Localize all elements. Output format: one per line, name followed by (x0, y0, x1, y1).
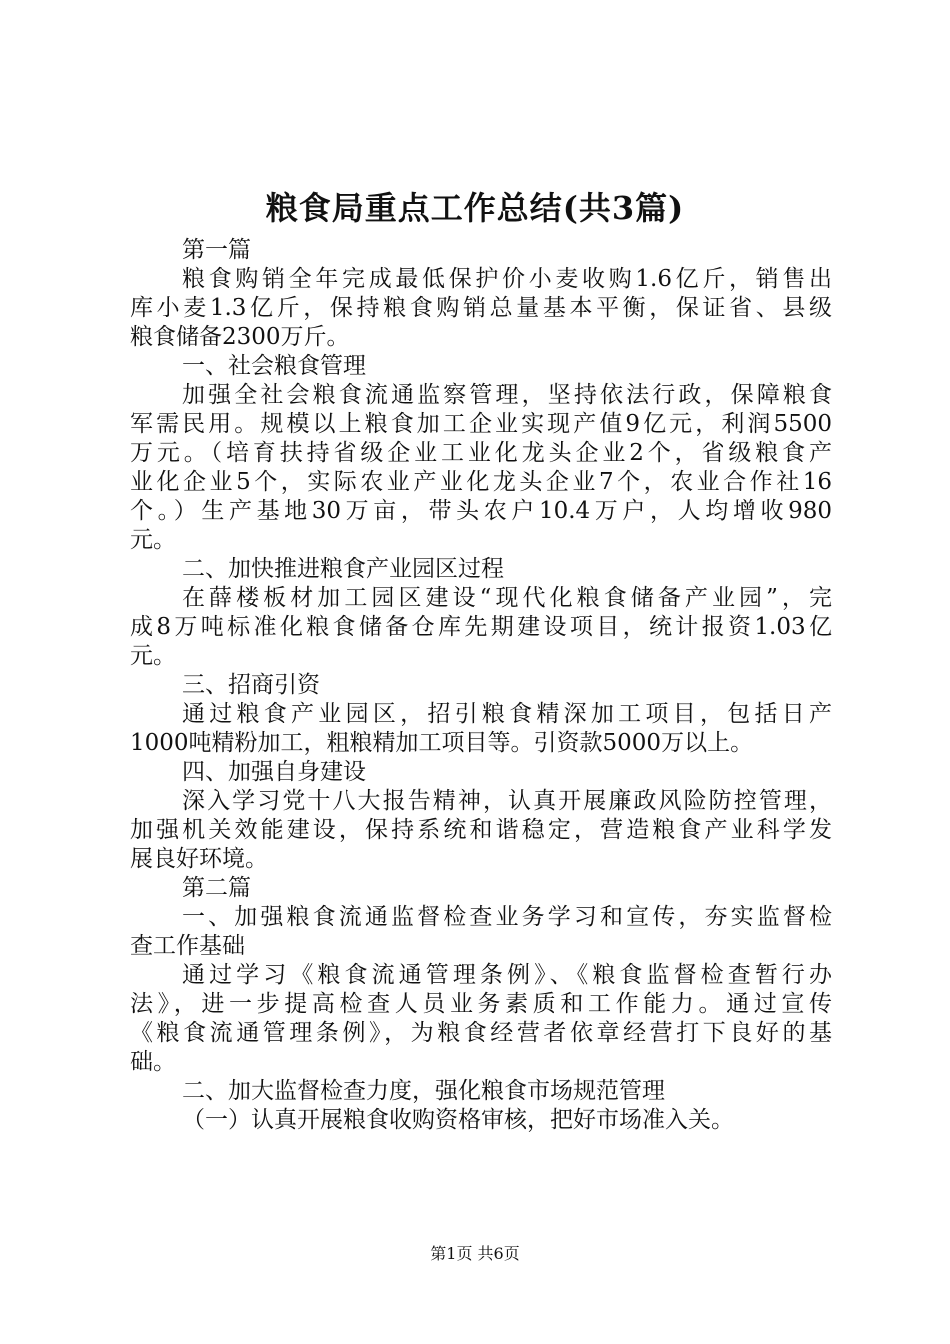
text-line: 三、招商引资 (182, 672, 320, 698)
text-line: 万元。（培育扶持省级企业工业化龙头企业2个，省级粮食产 (130, 440, 832, 466)
text-line: 加强全社会粮食流通监察管理，坚持依法行政，保障粮食 (182, 382, 832, 408)
text-line: 元。 (130, 527, 176, 553)
text-line: 粮食购销全年完成最低保护价小麦收购1.6亿斤，销售出 (182, 266, 832, 292)
text-line: 成8万吨标准化粮食储备仓库先期建设项目，统计报资1.03亿 (130, 614, 832, 640)
document-body (130, 236, 832, 1135)
text-line: 第二篇 (182, 875, 251, 901)
text-line: 加强机关效能建设，保持系统和谐稳定，营造粮食产业科学发 (130, 817, 832, 843)
text-line: 在薛楼板材加工园区建设“现代化粮食储备产业园”，完 (182, 585, 832, 611)
page-footer: 第1页 共6页 (430, 1244, 520, 1263)
text-line: 业化企业5个，实际农业产业化龙头企业7个，农业合作社16 (130, 469, 832, 495)
document-title: 粮食局重点工作总结(共3篇) (265, 189, 685, 227)
text-line: 第一篇 (182, 237, 251, 263)
text-line: 法》，进一步提高检查人员业务素质和工作能力。通过宣传 (130, 991, 832, 1017)
text-line: 查工作基础 (130, 933, 245, 959)
text-line: 一、社会粮食管理 (182, 353, 366, 379)
text-line: 1000吨精粉加工，粗粮精加工项目等。引资款5000万以上。 (130, 730, 754, 756)
text-line: 《粮食流通管理条例》，为粮食经营者依章经营打下良好的基 (130, 1020, 832, 1046)
text-line: 一、加强粮食流通监督检查业务学习和宣传，夯实监督检 (182, 904, 832, 930)
text-line: 军需民用。规模以上粮食加工企业实现产值9亿元，利润5500 (130, 411, 832, 437)
text-line: 二、加快推进粮食产业园区过程 (182, 556, 504, 582)
text-line: 深入学习党十八大报告精神，认真开展廉政风险防控管理， (182, 788, 832, 814)
text-line: 通过学习《粮食流通管理条例》、《粮食监督检查暂行办 (182, 962, 832, 988)
text-line: 通过粮食产业园区，招引粮食精深加工项目，包括日产 (182, 701, 832, 727)
text-line: 粮食储备2300万斤。 (130, 324, 350, 350)
text-line: 库小麦1.3亿斤，保持粮食购销总量基本平衡，保证省、县级 (130, 295, 832, 321)
text-line: 四、加强自身建设 (182, 759, 366, 785)
text-line: 二、加大监督检查力度，强化粮食市场规范管理 (182, 1078, 665, 1104)
text-line: （一）认真开展粮食收购资格审核，把好市场准入关。 (182, 1107, 734, 1133)
text-line: 础。 (130, 1049, 176, 1075)
text-line: 展良好环境。 (130, 846, 268, 872)
text-line: 个。）生产基地30万亩，带头农户10.4万户，人均增收980 (130, 498, 832, 524)
text-line: 元。 (130, 643, 176, 669)
